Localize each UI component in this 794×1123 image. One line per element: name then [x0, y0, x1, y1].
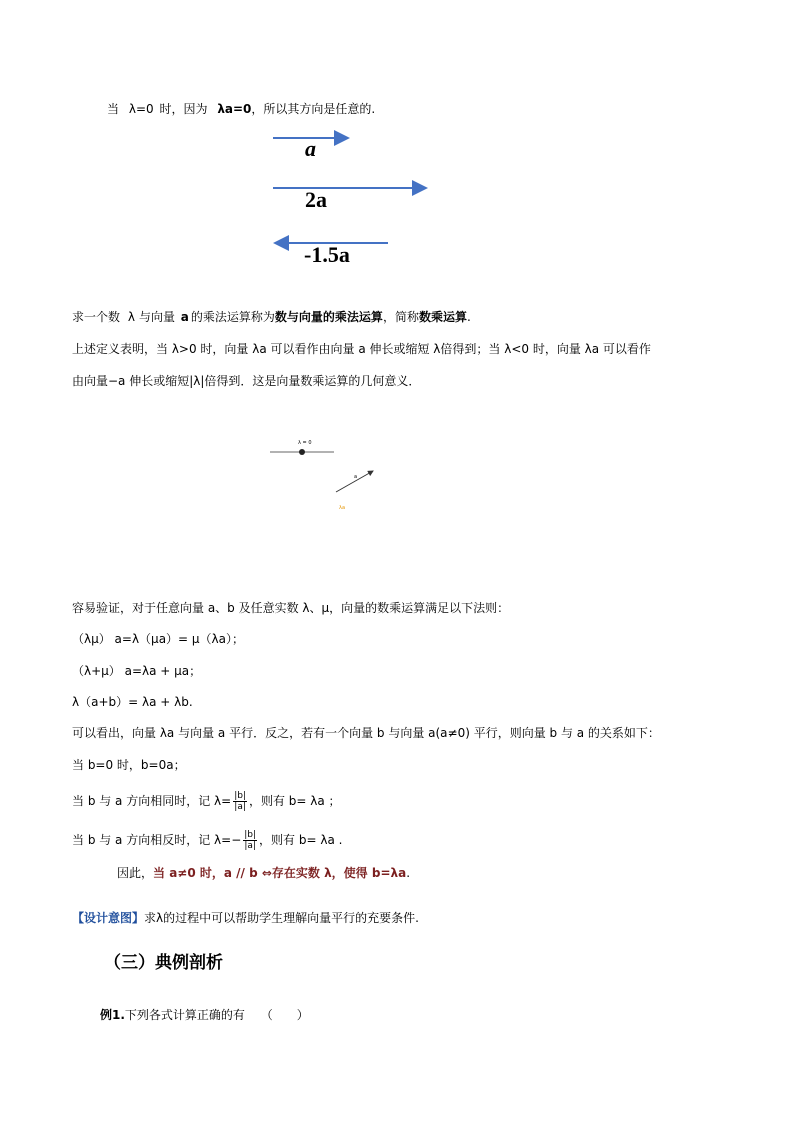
definition-paragraph: 求一个数 λ 与向量 a 的乘法运算称为数与向量的乘法运算，简称数乘运算.	[72, 310, 471, 324]
conclusion-statement: 当 a≠0 时，a // b ⇔存在实数 λ，使得 b=λa	[153, 866, 407, 880]
slider-handle[interactable]	[299, 449, 305, 455]
lambda-zero: λ=0	[128, 102, 154, 116]
applet-result-label: λa	[339, 505, 346, 511]
law-associative: （λμ） a=λ（μa）= μ（λa）；	[72, 632, 245, 646]
law-distributive-scalar: （λ+μ） a=λa + μa；	[72, 664, 202, 678]
case-opposite-direction: 当 b 与 a 方向相反时，记 λ=− $\frac{|b|}{|a|}$ ，则有 b= λa .	[72, 830, 343, 851]
term-scalar-mult: 数与向量的乘法运算	[274, 310, 383, 324]
fraction-opposite: $\frac{|b|}{|a|}$	[244, 830, 257, 851]
parallel-intro: 可以看出，向量 λa 与向量 a 平行．反之，若有一个向量 b 与向量 a(a≠0) 平行，则向量 b 与 a 的关系如下：	[72, 726, 660, 740]
lambda-a-zero: λa=0	[217, 102, 252, 116]
vector-label-a: a	[305, 136, 316, 161]
design-intent-tag: 【设计意图】	[72, 911, 145, 925]
laws-intro: 容易验证，对于任意向量 a、b 及任意实数 λ、μ，向量的数乘运算满足以下法则：	[72, 601, 510, 615]
answer-blank[interactable]: （ ）	[260, 1008, 309, 1022]
conclusion: 因此，当 a≠0 时，a // b ⇔存在实数 λ，使得 b=λa.	[117, 866, 411, 880]
intro-line: 当 λ=0 时，因为 λa=0，所以其方向是任意的.	[107, 102, 376, 116]
law-distributive-vector: λ（a+b）= λa + λb.	[72, 695, 193, 709]
explanation-line-2: 由向量−a 伸长或缩短|λ|倍得到．这是向量数乘运算的几何意义．	[72, 374, 421, 388]
case-same-direction: 当 b 与 a 方向相同时，记 λ= $\frac{|b|}{|a|}$ ，则有 b= λa ；	[72, 791, 341, 812]
explanation-line-1: 上述定义表明，当 λ>0 时，向量 λa 可以看作由向量 a 伸长或缩短 λ倍得到；当 λ<0 时，向量 λa 可以看作	[72, 342, 651, 356]
slider-label: λ = 0	[298, 440, 312, 446]
vector-label-2a: 2a	[305, 187, 327, 212]
example-1: 例1.下列各式计算正确的有 （ ）	[100, 1008, 309, 1022]
vector-label-neg1_5a: -1.5a	[304, 242, 350, 267]
case-zero: 当 b=0 时，b=0a；	[72, 758, 186, 772]
design-intent: 【设计意图】求λ的过程中可以帮助学生理解向量平行的充要条件.	[72, 911, 419, 925]
applet-vector-label: a	[354, 474, 358, 480]
fraction-same: $\frac{|b|}{|a|}$	[234, 791, 246, 812]
term-shorthand: 数乘运算	[418, 310, 467, 324]
section-heading: （三）典例剖析	[104, 953, 223, 973]
